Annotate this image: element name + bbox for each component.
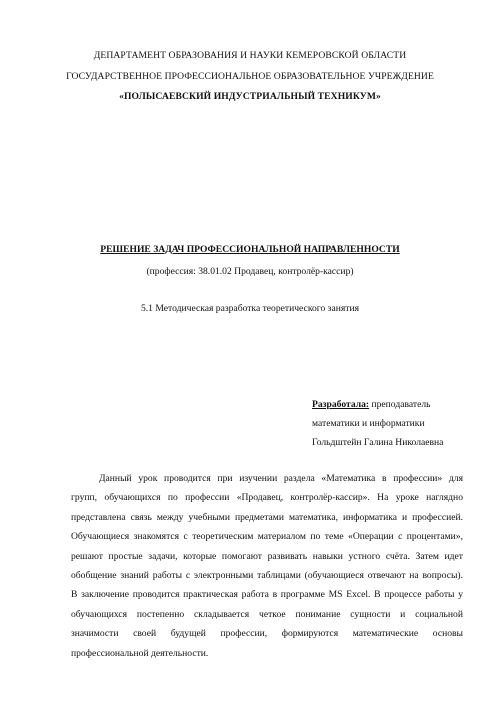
author-label: Разработала: [312, 399, 370, 410]
paragraph-line: Обучающиеся знакомятся с теоретическим материалом по теме «Операции с процентами», [71, 531, 463, 543]
paragraph-line: обучающихся постепенно складывается четкое понимание сущности и социальной [71, 608, 463, 620]
paragraph-line: профессиональной деятельности. [71, 647, 209, 659]
author-role: преподаватель [369, 399, 431, 410]
author-role-line [312, 395, 443, 414]
header-department: ДЕПАРТАМЕНТ ОБРАЗОВАНИЯ И НАУКИ КЕМЕРОВСКОЙ ОБЛАСТИ [93, 50, 407, 61]
section-heading: 5.1 Методическая разработка теоретического занятия [140, 303, 360, 314]
institution-header [40, 46, 460, 108]
author-block [312, 395, 443, 452]
paragraph-line: групп, обучающихся по профессии «Продавец, контролёр-кассир». На уроке наглядно [71, 492, 463, 504]
header-institution-type: ГОСУДАРСТВЕННОЕ ПРОФЕССИОНАЛЬНОЕ ОБРАЗОВАТЕЛЬНОЕ УЧРЕЖДЕНИЕ [66, 70, 434, 82]
paragraph-line: решают простые задачи, которые помогают развивать навыки устного счёта. Затем идет [71, 550, 463, 562]
paragraph-line: значимости своей будущей профессии, формируются математические основы [71, 628, 463, 640]
header-institution-name: «ПОЛЫСАЕВСКИЙ ИНДУСТРИАЛЬНЫЙ ТЕХНИКУМ» [119, 91, 381, 102]
author-name: Гольдштейн Галина Николаевна [312, 437, 444, 448]
paragraph-line: Данный урок проводится при изучении раздела «Математика в профессии» для [99, 473, 463, 484]
paragraph-line: представлена связь между учебными предметами математика, информатика и профессией. [71, 511, 463, 523]
paragraph-line: обобщение знаний работы с электронными таблицами (обучающиеся отвечают на вопросы). [71, 570, 463, 582]
body-paragraph [71, 469, 463, 663]
document-title: РЕШЕНИЕ ЗАДАЧ ПРОФЕССИОНАЛЬНОЙ НАПРАВЛЕННОСТИ [100, 244, 400, 255]
paragraph-line: В заключение проводится практическая работа в программе MS Excel. В процессе работы у [71, 589, 463, 601]
document-subtitle: (профессия: 38.01.02 Продавец, контролёр-кассир) [146, 266, 354, 277]
author-subject: математики и информатики [312, 418, 425, 429]
